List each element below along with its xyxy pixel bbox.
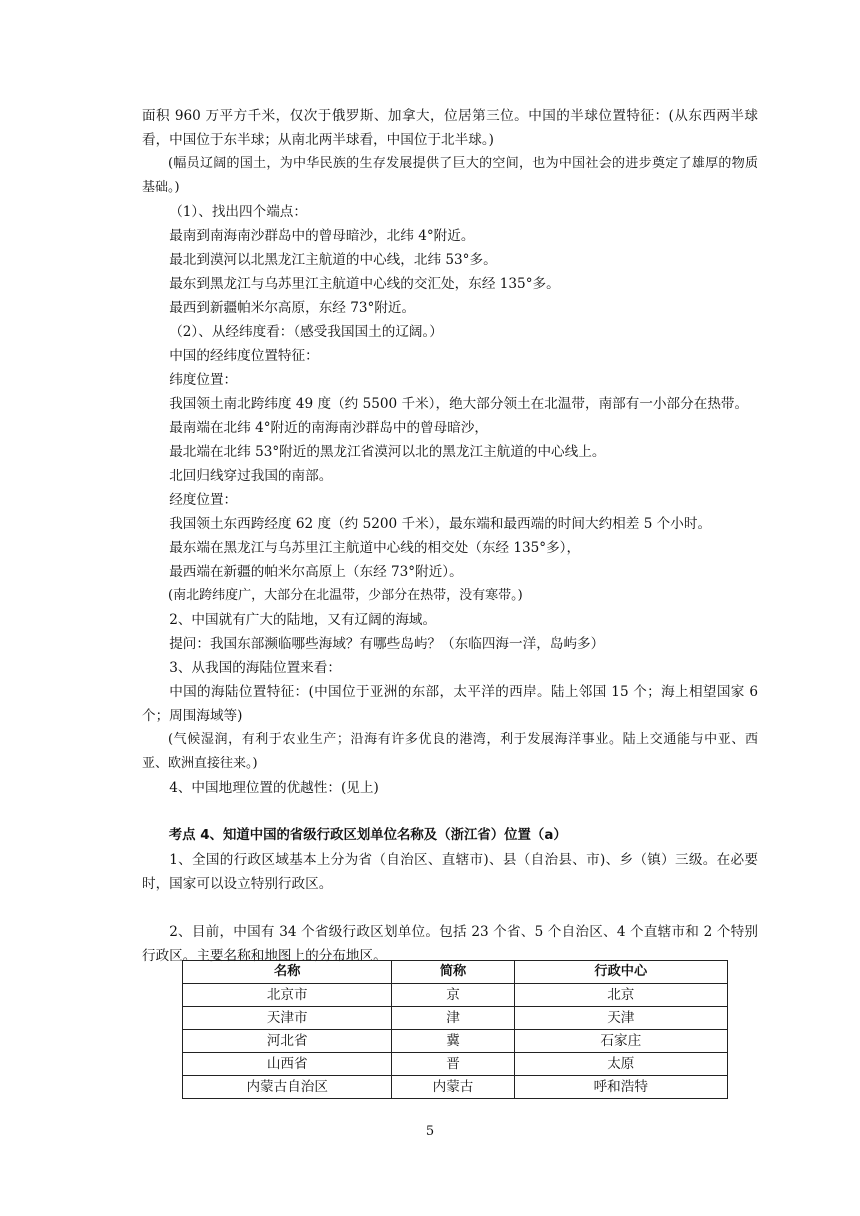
paragraph: 提问：我国东部濒临哪些海域？有哪些岛屿？（东临四海一洋，岛屿多） [169,636,605,652]
paragraph: 4、中国地理位置的优越性：(见上) [169,780,379,796]
province-table [182,960,728,1099]
table-header-abbr: 简称 [392,961,514,984]
body-text [142,104,758,968]
table-cell: 北京 [514,984,727,1007]
paragraph: 中国的经纬度位置特征： [169,348,319,364]
paragraph-gap [142,800,758,824]
paragraph: 最西到新疆帕米尔高原，东经 73°附近。 [169,300,416,316]
table-header-row [183,961,728,984]
paragraph: 3、从我国的海陆位置来看： [169,660,341,676]
table-cell: 内蒙古 [392,1076,514,1099]
table-header-name: 名称 [183,961,392,984]
paragraph-gap [142,896,758,920]
paragraph: （1）、找出四个端点： [169,204,307,220]
paragraph: 2、目前，中国有 34 个省级行政区划单位。包括 23 个省、5 个自治区、4 个直辖市和 2 个特别行政区。主要名称和地图上的分布地区。 [142,924,758,964]
paragraph: (幅员辽阔的国土，为中华民族的生存发展提供了巨大的空间，也为中国社会的进步奠定了雄厚的物质基础。) [142,156,758,195]
table-cell: 天津 [514,1007,727,1030]
paragraph: 纬度位置： [169,372,238,388]
paragraph: 最北到漠河以北黑龙江主航道的中心线，北纬 53°多。 [169,252,497,268]
table-cell: 呼和浩特 [514,1076,727,1099]
table-cell: 津 [392,1007,514,1030]
table-cell: 天津市 [183,1007,392,1030]
paragraph: 1、全国的行政区域基本上分为省（自治区、直辖市)、县（自治县、市)、乡（镇）三级。在必要时，国家可以设立特别行政区。 [142,852,758,892]
paragraph: 最南到南海南沙群岛中的曾母暗沙，北纬 4°附近。 [169,228,475,244]
table-cell: 石家庄 [514,1030,727,1053]
paragraph: 最东端在黑龙江与乌苏里江主航道中心线的相交处（东经 135°多）， [169,540,581,556]
paragraph: 最北端在北纬 53°附近的黑龙江省漠河以北的黑龙江主航道的中心线上。 [169,444,606,460]
paragraph: 我国领土东西跨经度 62 度（约 5200 千米），最东端和最西端的时间大约相差 5 个小时。 [169,516,712,532]
table-row [183,1007,728,1030]
paragraph: 最东到黑龙江与乌苏里江主航道中心线的交汇处，东经 135°多。 [169,276,560,292]
paragraph: 我国领土南北跨纬度 49 度（约 5500 千米），绝大部分领土在北温带，南部有一小部分在热带。 [169,396,749,412]
table-cell: 太原 [514,1053,727,1076]
paragraph: 最西端在新疆的帕米尔高原上（东经 73°附近）。 [169,564,463,580]
table-row [183,1030,728,1053]
paragraph: （2）、从经纬度看：（感受我国国土的辽阔。） [169,324,443,340]
table-row [183,1076,728,1099]
paragraph: 面积 960 万平方千米，仅次于俄罗斯、加拿大，位居第三位。中国的半球位置特征：(从东西两半球看，中国位于东半球；从南北两半球看，中国位于北半球。) [142,108,758,148]
paragraph: 最南端在北纬 4°附近的南海南沙群岛中的曾母暗沙， [169,420,489,436]
table-cell: 内蒙古自治区 [183,1076,392,1099]
table-cell: 北京市 [183,984,392,1007]
table-cell: 京 [392,984,514,1007]
paragraph: 经度位置： [169,492,238,508]
section-heading: 考点 4、知道中国的省级行政区划单位名称及（浙江省）位置（a） [168,828,567,843]
table-header-capital: 行政中心 [514,961,727,984]
paragraph: 2、中国就有广大的陆地，又有辽阔的海域。 [169,612,437,628]
paragraph: (气候湿润，有利于农业生产；沿海有许多优良的港湾，利于发展海洋事业。陆上交通能与中亚、西亚、欧洲直接往来。) [142,732,758,771]
table-row [183,1053,728,1076]
table-row [183,984,728,1007]
table-cell: 河北省 [183,1030,392,1053]
paragraph: (南北跨纬度广，大部分在北温带，少部分在热带，没有寒带。) [168,588,523,603]
page-number: 5 [425,1124,435,1139]
table-cell: 冀 [392,1030,514,1053]
paragraph: 中国的海陆位置特征：(中国位于亚洲的东部，太平洋的西岸。陆上邻国 15 个；海上相望国家 6 个；周围海域等) [142,684,758,724]
table-cell: 山西省 [183,1053,392,1076]
paragraph: 北回归线穿过我国的南部。 [169,468,333,484]
table-cell: 晋 [392,1053,514,1076]
